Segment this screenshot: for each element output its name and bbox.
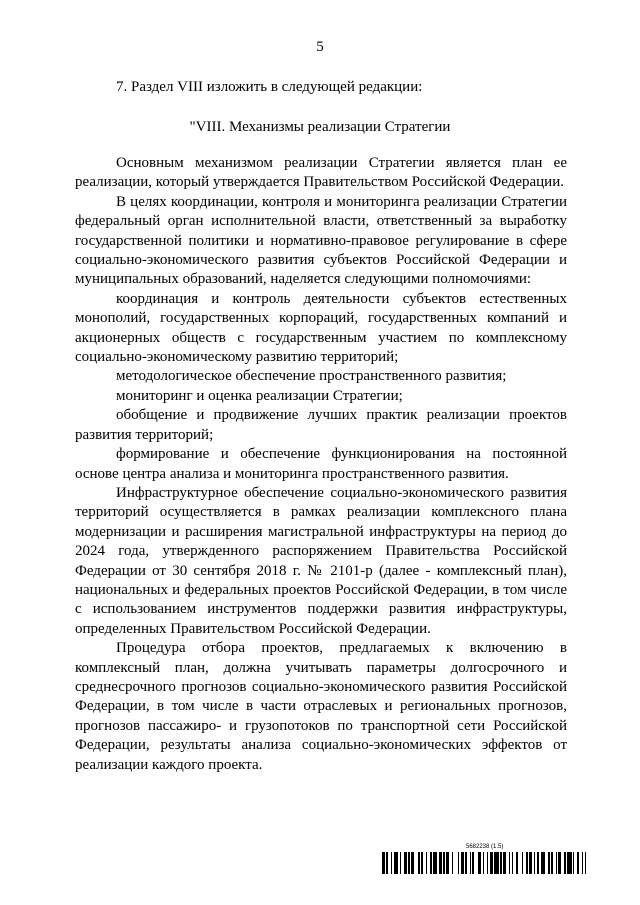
paragraph: Инфраструктурное обеспечение социально-экономического развития территорий осуществляется в рамках реализации комплексного плана модернизации и расширения магистральной инфраструктуры на период до 2024 года, утвержденного распоряжением Правительства Российской Федерации от 30 сентября 2018 г. № 2101-р (далее - комплексный план), национальных и федеральных проектов Российской Федерации, в том числе с использованием инструментов поддержки развития инфраструктуры, определенных Правительством Российской Федерации. — [75, 484, 567, 637]
paragraph: Процедура отбора проектов, предлагаемых к включению в комплексный план, должна учитывать параметры долгосрочного и среднесрочного прогнозов социально-экономического развития Российской Федерации, в том числе в части отраслевых и региональных прогнозов, прогнозов пассажиро- и грузопотоков по транспортной сети Российской Федерации, результаты анализа социально-экономических эффектов от реализации каждого проекта. — [75, 640, 567, 773]
paragraph: координация и контроль деятельности субъектов естественных монополий, государственных корпораций, государственных компаний и акционерных обществ с государственным участием по комплексному социально-экономическому развитию территорий; — [75, 290, 567, 366]
paragraph: мониторинг и оценка реализации Стратегии; — [116, 387, 403, 404]
paragraph: обобщение и продвижение лучших практик реализации проектов развития территорий; — [75, 407, 567, 443]
document-body — [75, 154, 567, 775]
paragraph: формирование и обеспечение функционирования на постоянной основе центра анализа и мониторинга пространственного развития. — [75, 446, 567, 482]
paragraph: методологическое обеспечение пространственного развития; — [116, 368, 507, 385]
amendment-intro: 7. Раздел VIII изложить в следующей редакции: — [116, 79, 423, 95]
barcode-label: 5682238 (1.5) — [466, 844, 504, 850]
page-number: 5 — [316, 39, 324, 55]
paragraph: Основным механизмом реализации Стратегии является план ее реализации, который утверждается Правительством Российской Федерации. — [75, 155, 567, 191]
paragraph: В целях координации, контроля и мониторинга реализации Стратегии федеральный орган исполнительной власти, ответственный за выработку государственной политики и нормативно-правовое регулирование в сфере социально-экономического развития субъектов Российской Федерации и муниципальных образований, наделяется следующими полномочиями: — [75, 193, 567, 288]
section-title: "VIII. Механизмы реализации Стратегии — [189, 119, 451, 135]
barcode — [382, 852, 590, 874]
